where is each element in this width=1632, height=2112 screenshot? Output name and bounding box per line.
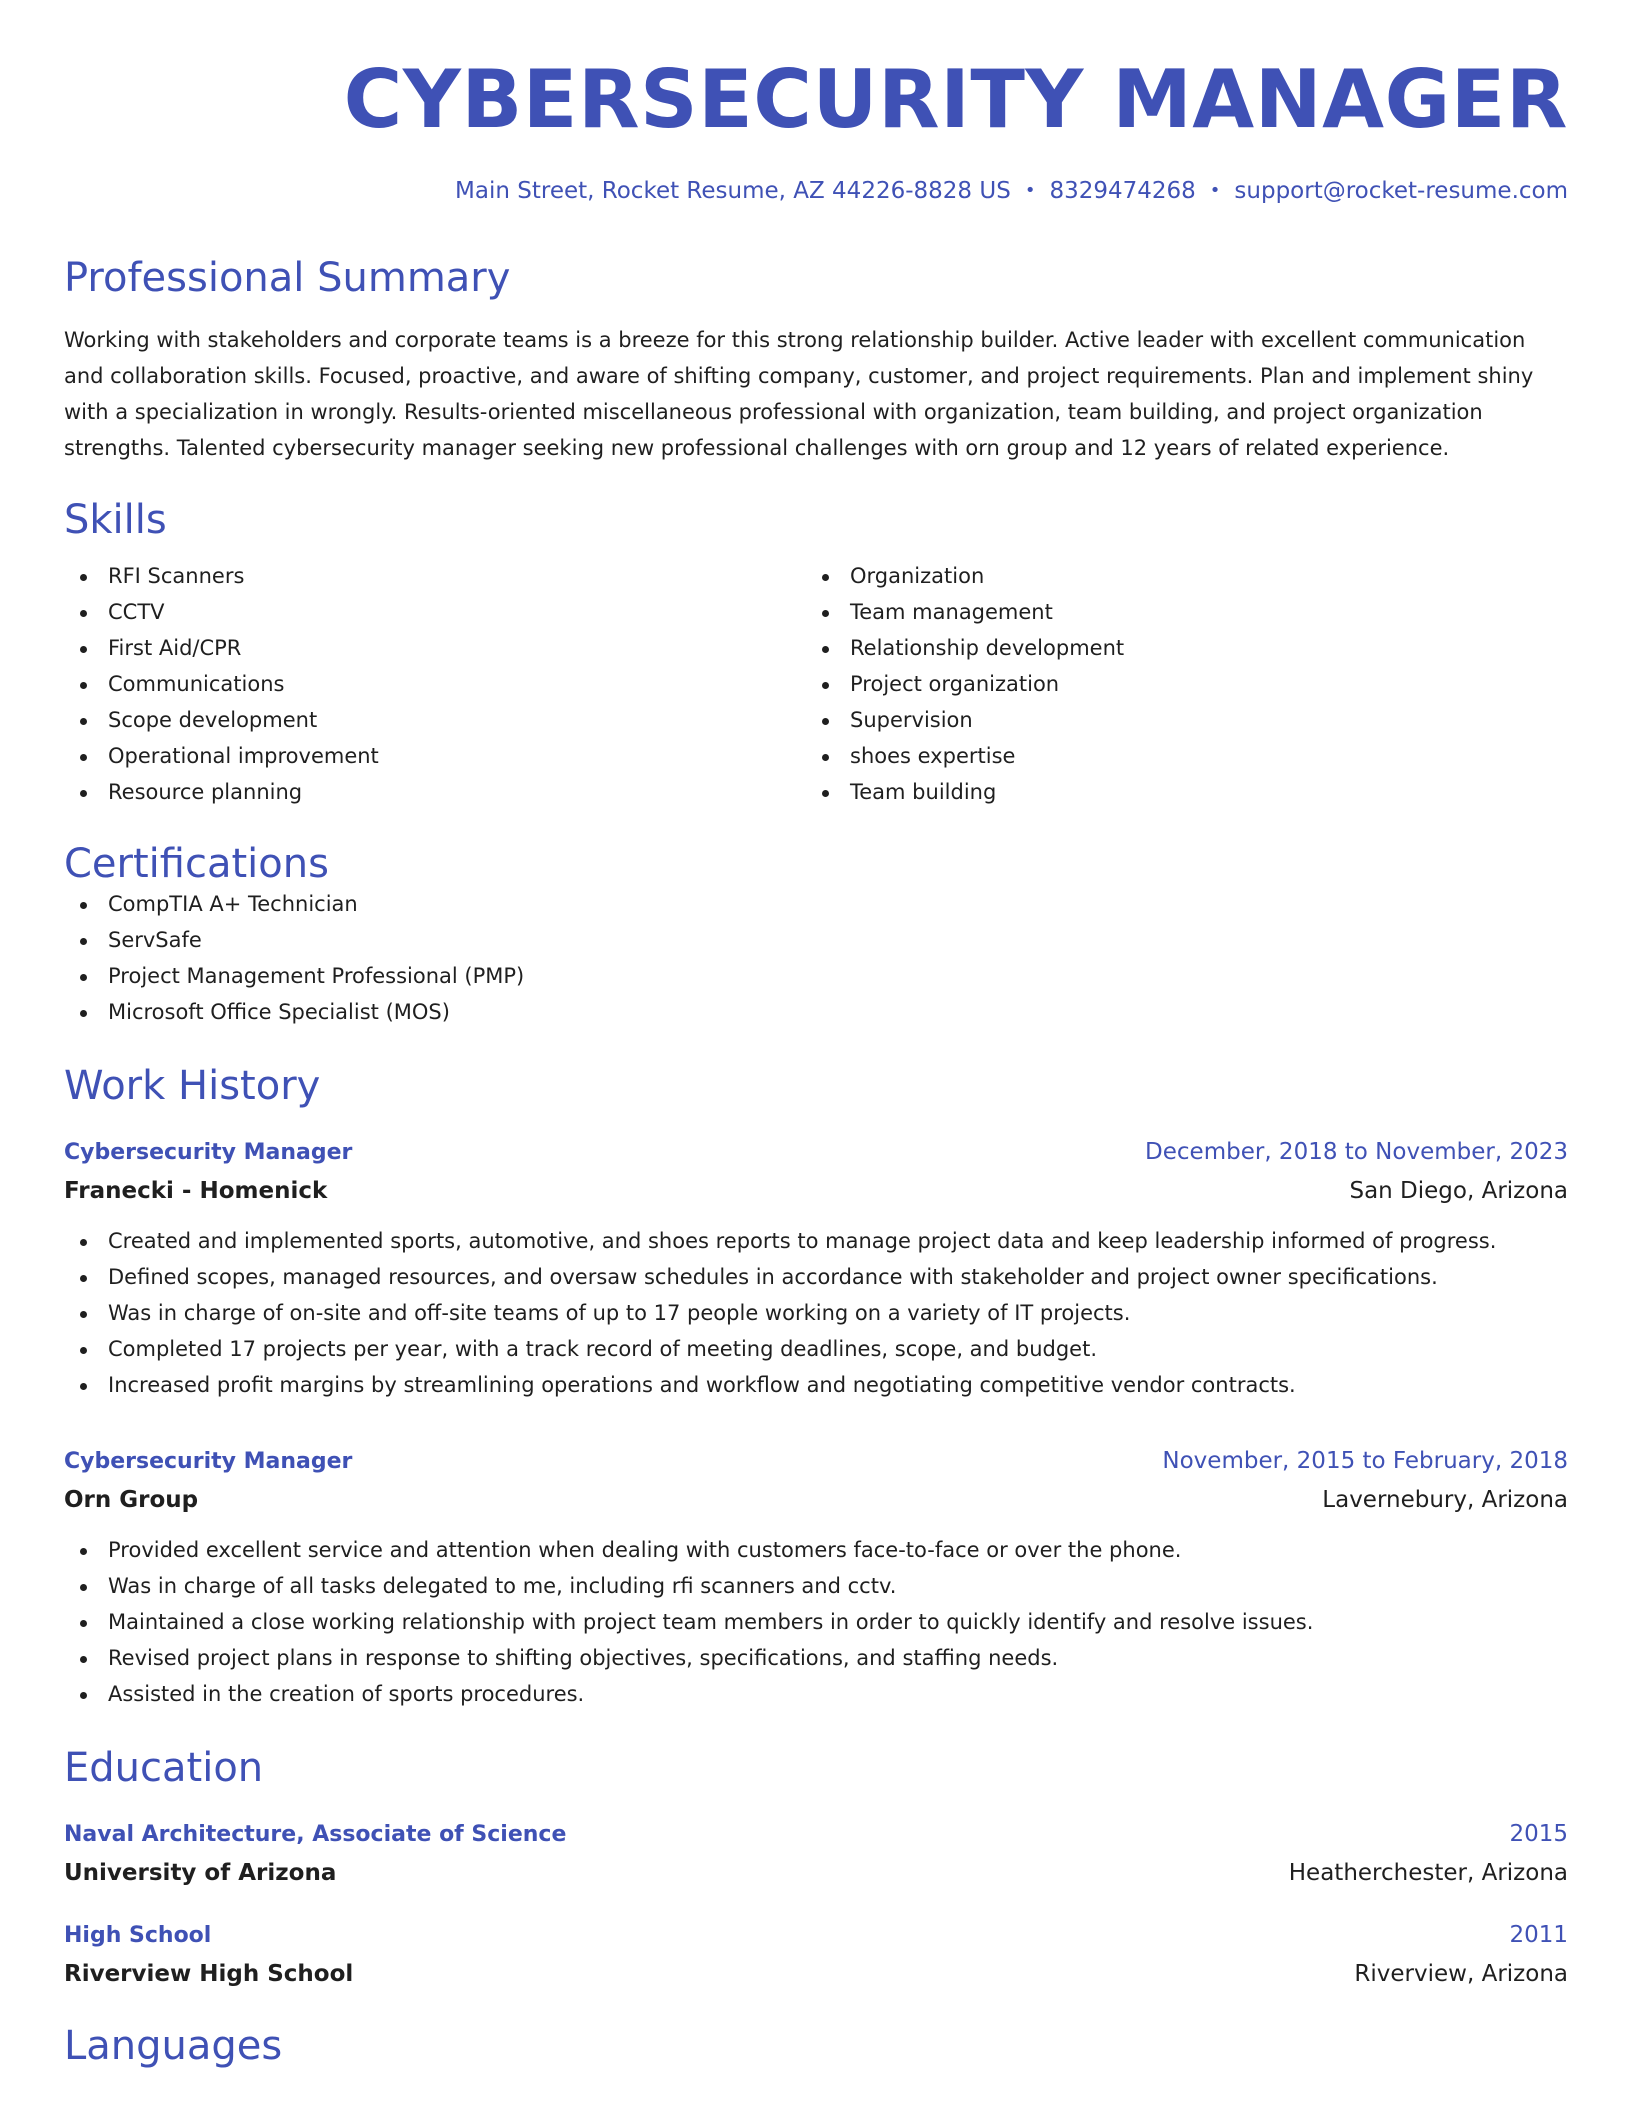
- certification-item: Project Management Professional (PMP): [64, 958, 1568, 994]
- job-location: Lavernebury, Arizona: [1322, 1486, 1568, 1513]
- job-bullet: Completed 17 projects per year, with a track record of meeting deadlines, scope, and budget.: [64, 1331, 1568, 1367]
- job-dates: December, 2018 to November, 2023: [1145, 1138, 1568, 1165]
- skill-item: Project organization: [806, 666, 1548, 702]
- section-title-education: Education: [64, 1744, 264, 1791]
- job-dates: November, 2015 to February, 2018: [1162, 1447, 1568, 1474]
- skills-column-right: [806, 558, 1548, 810]
- job-entry: [64, 1443, 1568, 1712]
- skill-item: Operational improvement: [64, 738, 806, 774]
- job-bullet: Increased profit margins by streamlining operations and workflow and negotiating competitive vendor contracts.: [64, 1367, 1568, 1403]
- resume-title: CYBERSECURITY MANAGER: [343, 53, 1568, 146]
- skill-item: Organization: [806, 558, 1548, 594]
- job-bullets: [64, 1532, 1568, 1712]
- contact-separator: •: [1209, 180, 1221, 201]
- job-bullet: Maintained a close working relationship with project team members in order to quickly identify and resolve issues.: [64, 1604, 1568, 1640]
- job-role: Cybersecurity Manager: [64, 1139, 353, 1165]
- job-bullet: Defined scopes, managed resources, and oversaw schedules in accordance with stakeholder and project owner specifications.: [64, 1259, 1568, 1295]
- skills-column-left: [64, 558, 806, 810]
- resume-page: [64, 52, 1568, 2068]
- certification-item: ServSafe: [64, 922, 1568, 958]
- skill-item: Scope development: [64, 702, 806, 738]
- education-entry: [64, 1816, 1568, 1893]
- job-role: Cybersecurity Manager: [64, 1448, 353, 1474]
- skill-item: Supervision: [806, 702, 1548, 738]
- job-bullet: Assisted in the creation of sports procedures.: [64, 1676, 1568, 1712]
- job-location: San Diego, Arizona: [1349, 1177, 1568, 1204]
- contact-email[interactable]: support@rocket-resume.com: [1234, 178, 1568, 204]
- education-school: University of Arizona: [64, 1859, 337, 1886]
- job-company: Franecki - Homenick: [64, 1177, 328, 1204]
- section-title-languages: Languages: [64, 2022, 283, 2069]
- education-school: Riverview High School: [64, 1960, 354, 1987]
- section-title-work-history: Work History: [64, 1062, 321, 1109]
- job-bullet: Revised project plans in response to shifting objectives, specifications, and staffing needs.: [64, 1640, 1568, 1676]
- skill-item: Team management: [806, 594, 1548, 630]
- contact-address: Main Street, Rocket Resume, AZ 44226-8828 US: [455, 178, 1011, 204]
- job-company: Orn Group: [64, 1486, 199, 1513]
- skill-item: Team building: [806, 774, 1548, 810]
- job-bullets: [64, 1223, 1568, 1403]
- skill-item: Relationship development: [806, 630, 1548, 666]
- contact-line: [64, 178, 1568, 206]
- education-year: 2015: [1509, 1820, 1568, 1847]
- skill-item: Communications: [64, 666, 806, 702]
- education-degree: Naval Architecture, Associate of Science: [64, 1821, 567, 1847]
- education-location: Riverview, Arizona: [1354, 1960, 1568, 1987]
- education-location: Heatherchester, Arizona: [1288, 1859, 1568, 1886]
- skill-item: First Aid/CPR: [64, 630, 806, 666]
- certification-item: Microsoft Office Specialist (MOS): [64, 994, 1568, 1030]
- job-bullet: Created and implemented sports, automotive, and shoes reports to manage project data and keep leadership informed of progress.: [64, 1223, 1568, 1259]
- skill-item: shoes expertise: [806, 738, 1548, 774]
- job-bullet: Provided excellent service and attention when dealing with customers face-to-face or over the phone.: [64, 1532, 1568, 1568]
- section-title-skills: Skills: [64, 496, 167, 543]
- contact-phone[interactable]: 8329474268: [1049, 178, 1196, 204]
- skill-item: RFI Scanners: [64, 558, 806, 594]
- section-title-summary: Professional Summary: [64, 254, 511, 301]
- job-bullet: Was in charge of on-site and off-site teams of up to 17 people working on a variety of IT projects.: [64, 1295, 1568, 1331]
- summary-text: Working with stakeholders and corporate teams is a breeze for this strong relationship builder. Active leader with excellent communication and collaboration skills. Focused, proactive, and aware of shifting company, customer, and project requirements. Plan and implement shiny with a specialization in wrongly. Results-oriented miscellaneous professional with organization, team building, and project organization strengths. Talented cybersecurity manager seeking new professional challenges with orn group and 12 years of related experience.: [64, 327, 1534, 460]
- skill-item: CCTV: [64, 594, 806, 630]
- education-degree: High School: [64, 1922, 212, 1948]
- skills-grid: [64, 558, 1568, 810]
- certification-item: CompTIA A+ Technician: [64, 886, 1568, 922]
- section-title-certifications: Certifications: [64, 840, 329, 887]
- job-bullet: Was in charge of all tasks delegated to me, including rfi scanners and cctv.: [64, 1568, 1568, 1604]
- job-entry: [64, 1134, 1568, 1403]
- certifications-list: [64, 886, 1568, 1030]
- skill-item: Resource planning: [64, 774, 806, 810]
- education-entry: [64, 1917, 1568, 1994]
- education-year: 2011: [1509, 1921, 1568, 1948]
- contact-separator: •: [1024, 180, 1036, 201]
